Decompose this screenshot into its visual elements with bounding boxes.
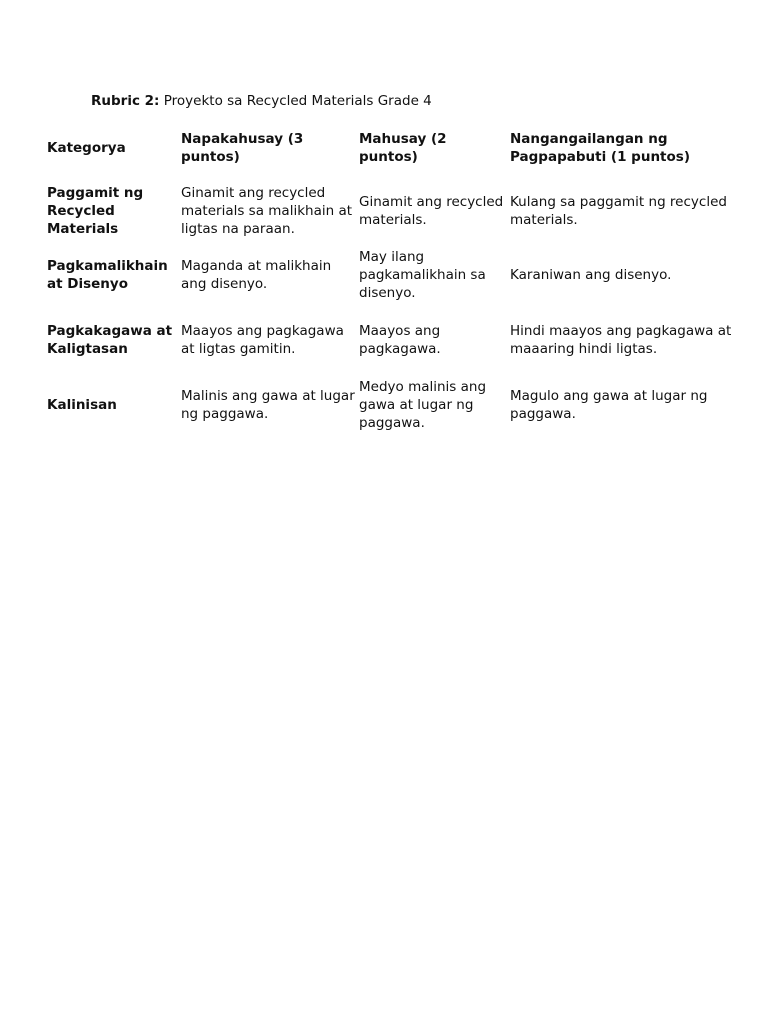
rubric-table [44, 118, 734, 437]
row-cell-mahusay: Medyo malinis ang gawa at lugar ng paggawa. [359, 379, 487, 431]
table-row [44, 307, 734, 373]
row-category: Pagkakagawa at Kaligtasan [47, 323, 173, 357]
header-mahusay: Mahusay (2 puntos) [359, 131, 447, 165]
row-cell-nangangailangan: Magulo ang gawa at lugar ng paggawa. [510, 388, 708, 422]
row-category: Pagkamalikhain at Disenyo [47, 258, 168, 292]
header-napakahusay: Napakahusay (3 puntos) [181, 131, 304, 165]
table-header-row [44, 118, 734, 178]
header-nangangailangan: Nangangailangan ng Pagpapabuti (1 puntos) [510, 131, 690, 165]
row-category: Paggamit ng Recycled Materials [47, 184, 144, 237]
document-title [91, 92, 432, 110]
row-cell-mahusay: Ginamit ang recycled materials. [359, 193, 504, 228]
table-row [44, 178, 734, 243]
row-cell-napakahusay: Maayos ang pagkagawa at ligtas gamitin. [181, 323, 344, 357]
table-row [44, 243, 734, 307]
row-cell-mahusay: Maayos ang pagkagawa. [359, 323, 441, 357]
row-cell-napakahusay: Ginamit ang recycled materials sa malikhain at ligtas na paraan. [181, 184, 353, 237]
table-row [44, 373, 734, 437]
title-label: Rubric 2: [91, 93, 160, 109]
row-cell-nangangailangan: Karaniwan ang disenyo. [510, 267, 672, 283]
row-cell-napakahusay: Malinis ang gawa at lugar ng paggawa. [181, 388, 355, 422]
row-cell-nangangailangan: Kulang sa paggamit ng recycled materials. [510, 193, 727, 228]
row-cell-napakahusay: Maganda at malikhain ang disenyo. [181, 258, 332, 292]
row-cell-nangangailangan: Hindi maayos ang pagkagawa at maaaring hindi ligtas. [510, 323, 732, 357]
title-text: Proyekto sa Recycled Materials Grade 4 [159, 93, 432, 109]
row-cell-mahusay: May ilang pagkamalikhain sa disenyo. [359, 249, 486, 301]
header-kategorya: Kategorya [47, 140, 126, 156]
row-category: Kalinisan [47, 397, 117, 413]
